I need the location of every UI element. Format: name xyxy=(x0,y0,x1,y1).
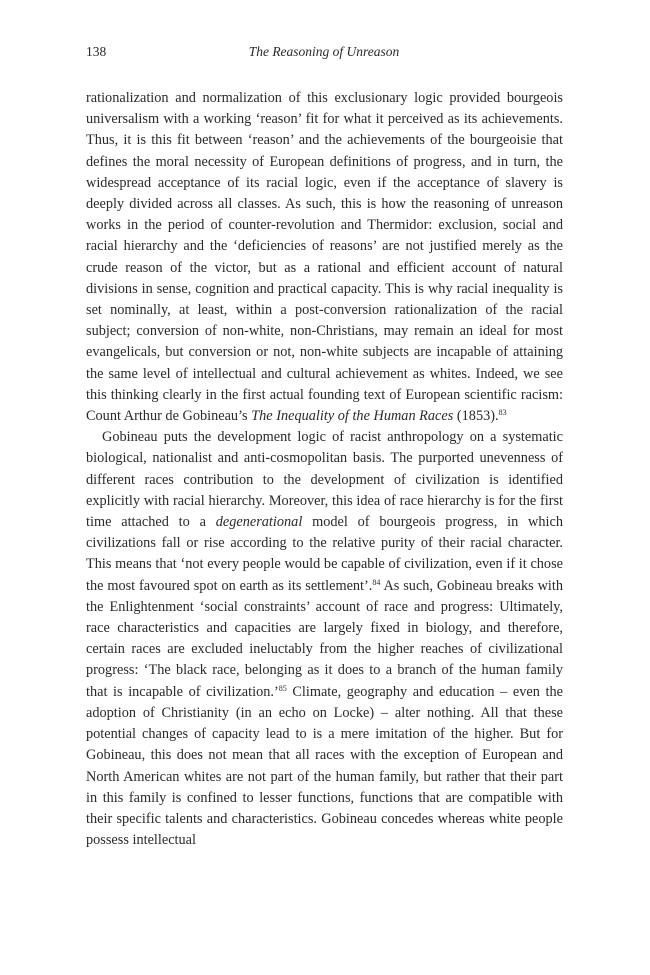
text-segment: Gobineau puts the development logic of racist anthropology on a systematic biological, nationalist and anti-cosmopolitan basis. The purported unevenness of different races contribution to the development of civilization is identified explicitly with racial hierarchy. Moreover, this idea of race hierarchy is for the first time attached to a xyxy=(86,429,563,531)
text-segment: Climate, geography and education – even the adoption of Christianity (in an echo on Locke) – alter nothing. All that these potential changes of capacity lead to is a mere imitation of the higher. But for Gobineau, this does not mean that all races with the exception of European and North American whites are not part of the human family, but rather that their part in this family is confined to lesser functions, functions that are compatible with their specific talents and characteristics. Gobineau concedes whereas white people possess intellectual xyxy=(86,683,563,849)
text-segment: rationalization and normalization of this exclusionary logic provided bourgeois universalism with a working ‘reason’ fit for what it perceived as its achievements. Thus, it is this fit between ‘reason’ and the achievements of the bourgeoisie that defines the moral necessity of European definitions of progress, and in turn, the widespread acceptance of its racial logic, even if the acceptance of slavery is deeply divided across all classes. As such, this is how the reasoning of unreason works in the period of counter-revolution and Thermidor: exclusion, social and racial hierarchy and the ‘deficiencies of reasons’ are not justified merely as the crude reason of the victor, but as a rational and efficient account of natural divisions in sense, cognition and practical capacity. This is why racial inequality is set nominally, at least, within a post-conversion rationalization of the racial subject; conversion of non-white, non-Christians, may remain an ideal for most evangelicals, but conversion or not, non-white subjects are incapable of attaining the same level of intellectual and cultural achievement as whites. Indeed, we see this thinking clearly in the first actual founding text of European scientific racism: Count Arthur de Gobineau’s xyxy=(86,90,563,425)
running-head: The Reasoning of Unreason xyxy=(248,44,400,59)
page-header xyxy=(86,44,562,64)
page-number: 138 xyxy=(86,44,107,59)
emphasis-italic: degenerational xyxy=(215,514,303,531)
footnote-ref[interactable]: 84 xyxy=(372,577,381,587)
book-title-italic: The Inequality of the Human Races xyxy=(251,408,454,425)
footnote-ref[interactable]: 85 xyxy=(278,683,287,693)
text-segment: As such, Gobineau breaks with the Enlightenment ‘social constraints’ account of race and progress: Ultimately, race characteristics and capacities are largely fixed in biology, and therefore, certain races are excluded ineluctably from the higher reaches of civilizational progress: ‘The black race, belonging as it does to a branch of the human family that is incapable of civilization.’ xyxy=(86,577,563,700)
text-segment: (1853). xyxy=(453,408,499,425)
paragraph-1 xyxy=(86,88,563,427)
footnote-ref[interactable]: 83 xyxy=(498,408,507,418)
text-segment: model of bourgeois progress, in which civilizations fall or rise according to the relative purity of their racial character. This means that ‘not every people would be capable of civilization, even if it chose the most favoured spot on earth as its settlement’. xyxy=(86,514,563,594)
paragraph-2 xyxy=(86,427,563,851)
body-text xyxy=(86,88,563,851)
